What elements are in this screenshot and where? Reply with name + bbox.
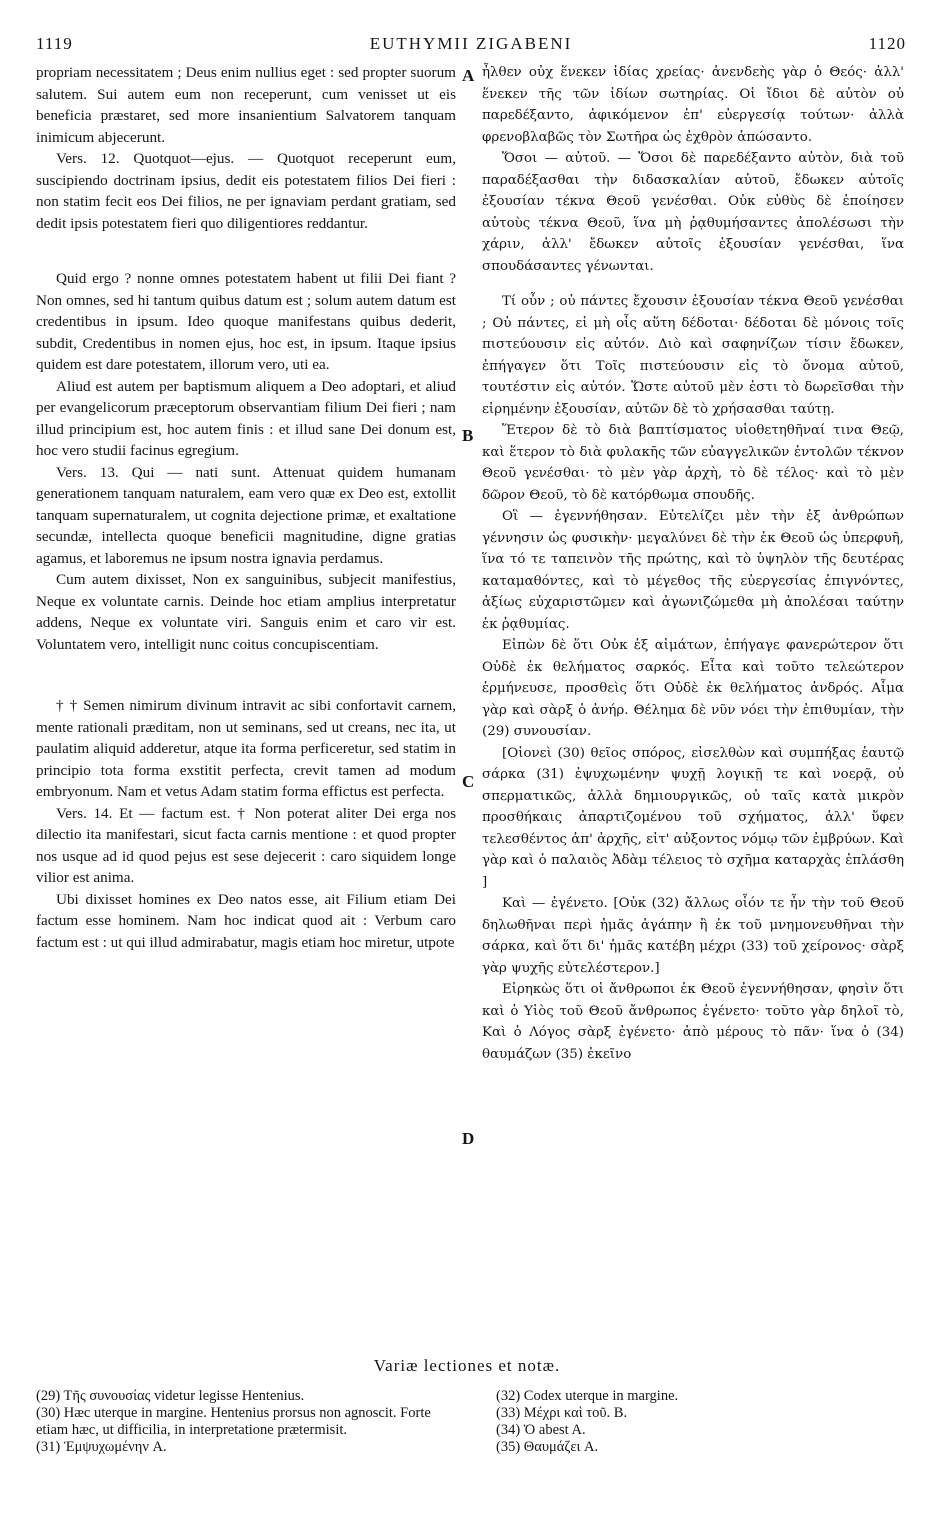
greek-paragraph: Εἰρηκὼς ὅτι οἱ ἄνθρωποι ἐκ Θεοῦ ἐγεννήθησαν, φησὶν ὅτι καὶ ὁ Υἱὸς τοῦ Θεοῦ ἄνθρωπος ἐγένετο· τοῦτο γὰρ δηλοῖ τὸ, Καὶ ὁ Λόγος σὰρξ ἐγένετο· ἀπὸ μέρους τὸ πᾶν· ἵνα ὁ (34) θαυμάζων (35) ἐκεῖνο [482, 982, 904, 1062]
note-item: (35) Θαυμάζει A. [496, 1439, 599, 1455]
page-title: EUTHYMII ZIGABENI [369, 34, 573, 53]
greek-column [482, 62, 904, 1065]
greek-paragraph: Τί οὖν ; οὐ πάντες ἔχουσιν ἐξουσίαν τέκνα Θεοῦ γενέσθαι ; Οὐ πάντες, εἰ μὴ οἷς αὕτη δέδοται· δέδοται δὲ μόνοις τοῖς πιστεύουσιν εἰς αὐτόν. Διὸ καὶ σαφηνίζων τίσιν ἔδωκεν, ἐπήγαγεν ὅτι Τοῖς πιστεύουσιν εἰς τὸ ὄνομα αὐτοῦ, τουτέστιν εἰς αὐτόν. Ὥστε αὐτοῦ μὲν ἐστι τὸ δωρεῖσθαι τὴν εἰρημένην ἐξουσίαν, αὐτῶν δὲ τὸ χρήσασθαι ταύτῃ. [482, 294, 904, 417]
greek-paragraph: Ὅσοι — αὐτοῦ. — Ὅσοι δὲ παρεδέξαντο αὐτὸν, διὰ τοῦ παραδέξασθαι τὴν διδασκαλίαν αὐτοῦ, ἔδωκεν αὐτοῖς ἐξουσίαν τέκνα Θεοῦ γενέσθαι. Οὐκ εὐθὺς δὲ ἐποίησεν αὐτοὺς τέκνα Θεοῦ, ἵνα μὴ ῥᾳθυμήσαντες ἀπολέσωσι τὴν χάριν, ἀλλ' ἔδωκεν αὐτοῖς ἐξουσίαν γενέσθαι, ἵνα σπουδάσαντες γένωνται. [482, 151, 904, 274]
note-item: (33) Μέχρι καὶ τοῦ. B. [496, 1405, 628, 1421]
latin-paragraph: Aliud est autem per baptismum aliquem a Deo adoptari, et aliud per evangelicorum præceptorum observantiam filium Dei fieri ; nam illud principium est, hoc autem finis : et illud sane Dei donum est, hoc vero studii facinus egregium. [36, 377, 456, 459]
notes-right [496, 1388, 896, 1456]
greek-paragraph: Εἰπὼν δὲ ὅτι Οὐκ ἐξ αἱμάτων, ἐπήγαγε φανερώτερον ὅτι Οὐδὲ ἐκ θελήματος σαρκός. Εἶτα καὶ τοῦτο τελεώτερον ἑρμήνευσε, προσθεὶς ὅτι Οὐδὲ ἐκ θελήματος ἀνδρός. Αἷμα γὰρ καὶ σὰρξ ὁ ἀνήρ. Θέλημα δὲ νῦν νόει τὴν ἐπιθυμίαν, τὴν (29) συνουσίαν. [482, 638, 904, 739]
latin-paragraph: Vers. 12. Quotquot—ejus. — Quotquot receperunt eum, suscipiendo doctrinam ipsius, dedit eis potestatem filios Dei fieri : non statim fecit eos Dei filios, ne per ignaviam perdant gratiam, sed dedit ipsis potestatem fieri quo diligentiores reddantur. [36, 150, 456, 232]
running-head [36, 34, 906, 56]
latin-paragraph: † † Semen nimirum divinum intravit ac sibi confortavit carnem, mente rationali præditam, non ut seminans, sed ut creans, nec ita, ut paulatim aliquid adderetur, atque ita forma perficeretur, sed statim in principio tota forma exstitit perfecta, crevit tamen ad modum embryonum. Nam et vetus Adam statim forma effictus est perfecta. [36, 697, 456, 800]
margin-letter-d: D [462, 1129, 475, 1148]
margin-letter-b: B [462, 426, 474, 445]
note-item: (31) Ἐμψυχωμένην A. [36, 1439, 167, 1455]
latin-column [36, 62, 456, 953]
latin-paragraph: propriam necessitatem ; Deus enim nullius eget : sed propter suorum salutem. Sui autem eum non receperunt, cum venisset ut eis beneficia præstaret, sed more insanientium Salvatorem tanquam inimicum abjecerunt. [36, 64, 456, 146]
latin-paragraph: Vers. 14. Et — factum est. † Non poterat aliter Dei erga nos dilectio ita manifestari, sicut facta carnis mentione : et quod propter nos usque ad id quod pejus est sese dejecerit : caro siquidem longe vilior est anima. [36, 804, 456, 886]
latin-paragraph: Vers. 13. Qui — nati sunt. Attenuat quidem humanam generationem tanquam naturalem, eam vero quæ ex Deo est, extollit tanquam supernaturalem, ut cognita dejectione primæ, et exaltatione secundæ, intellecta quoque beneficii magnitudine, digne gratias agamus, et laboremus ne ipsum nostra ignavia perdamus. [36, 463, 456, 567]
greek-paragraph: ἦλθεν οὐχ ἕνεκεν ἰδίας χρείας· ἀνενδεὴς γὰρ ὁ Θεός· ἀλλ' ἕνεκεν τῆς τῶν ἰδίων σωτηρίας. Οἱ ἴδιοι δὲ αὐτὸν οὐ παρεδέξαντο, ἀφικόμενον ἐπ' εὐεργεσίᾳ τούτων· ἀλλὰ φρενοβλαβῶς τὸν Σωτῆρα ὡς ἐχθρὸν ἀπώσαντο. [482, 65, 904, 145]
note-item: (32) Codex uterque in margine. [496, 1388, 679, 1404]
notes-left [36, 1388, 466, 1456]
note-item: (29) Τῆς συνουσίας videtur legisse Hentenius. [36, 1388, 305, 1404]
note-item: (34) Ὁ abest A. [496, 1422, 586, 1438]
left-column-number: 1119 [36, 34, 73, 53]
greek-paragraph: Οἳ — ἐγεννήθησαν. Εὐτελίζει μὲν τὴν ἐξ ἀνθρώπων γέννησιν ὡς φυσικὴν· μεγαλύνει δὲ τὴν ἐκ Θεοῦ ὡς ὑπερφυῆ, ἵνα τό τε ταπεινὸν τῆς πρώτης, καὶ τὸ ὑψηλὸν τῆς δευτέρας καταμαθόντες, καὶ τὸ μέγεθος τῆς εὐεργεσίας ἐπιγνόντες, ἀξίως εὐχαριστῶμεν καὶ ἀγωνιζώμεθα μὴ ἀπολέσαι ταύτην ἐκ ῥᾳθυμίας. [482, 509, 904, 632]
latin-paragraph: Ubi dixisset homines ex Deo natos esse, ait Filium etiam Dei factum esse hominem. Nam hoc indicat quod ait : Verbum caro factum est : ut qui illud admirabatur, magis etiam hoc miretur, utpote [36, 890, 456, 951]
latin-paragraph: Cum autem dixisset, Non ex sanguinibus, subjecit manifestius, Neque ex voluntate carnis. Deinde hoc etiam amplius interpretatur addens, Neque ex voluntate viri. Sanguis enim et caro vir est. Voluntatem vero, intelligit nunc coitus concupiscentiam. [36, 571, 456, 653]
greek-paragraph: Καὶ — ἐγένετο. [Οὐκ (32) ἄλλως οἷόν τε ἦν τὴν τοῦ Θεοῦ δηλωθῆναι περὶ ἡμᾶς ἀγάπην ἢ ἐκ τοῦ μνημονευθῆναι τὴν σάρκα, καὶ ὅτι δι' ἡμᾶς κατέβη μέχρι (33) τοῦ χείρονος· σὰρξ γὰρ ψυχῆς εὐτελέστερον.] [482, 896, 904, 976]
note-item: (30) Hæc uterque in margine. Hentenius prorsus non agnoscit. Forte etiam hæc, ut difficilia, in interpretatione prætermisit. [36, 1405, 431, 1438]
latin-paragraph: Quid ergo ? nonne omnes potestatem habent ut filii Dei fiant ? Non omnes, sed hi tantum quibus datum est ; solum autem datum est credentibus in ipsum. Ideo quoque manifestans quibus dederit, subdit, Credentibus in nomen ejus, hoc est, in ipsum. Itaque ipsius quidem est dare potestatem, illorum vero, uti ea. [36, 270, 456, 373]
margin-letter-a: A [462, 66, 475, 85]
right-column-number: 1120 [868, 34, 906, 53]
greek-paragraph: Ἕτερον δὲ τὸ διὰ βαπτίσματος υἱοθετηθῆναί τινα Θεῷ, καὶ ἕτερον τὸ διὰ φυλακῆς τῶν εὐαγγελικῶν ἐντολῶν τέκνον Θεοῦ γενέσθαι· τὸ μὲν γὰρ ἀρχὴ, τὸ δὲ τέλος· καὶ τὸ μὲν δῶρον Θεοῦ, τὸ δὲ κατόρθωμα σπουδῆς. [482, 423, 904, 503]
margin-letter-c: C [462, 772, 475, 791]
greek-paragraph: [Οἱονεὶ (30) θεῖος σπόρος, εἰσελθὼν καὶ συμπήξας ἑαυτῷ σάρκα (31) ἐψυχωμένην ψυχῇ λογικῇ τε καὶ νοερᾷ, οὐ σπερματικῶς, ἀλλὰ δημιουργικῶς, οὐ ταῖς κατὰ μικρὸν προσθήκαις ἀπαρτιζομένου τοῦ σχήματος, ἀλλ' ὕφεν τελεσθέντος ἀπ' ἀρχῆς, εἰτ' αὐξοντος νόμῳ τῶν ἐμβρύων. Καὶ γὰρ καὶ ὁ παλαιὸς Ἀδὰμ τέλειος τὸ σχῆμα καταρχὰς ἐπλάσθη ] [482, 745, 904, 890]
notes-title: Variæ lectiones et notæ. [373, 1356, 561, 1375]
